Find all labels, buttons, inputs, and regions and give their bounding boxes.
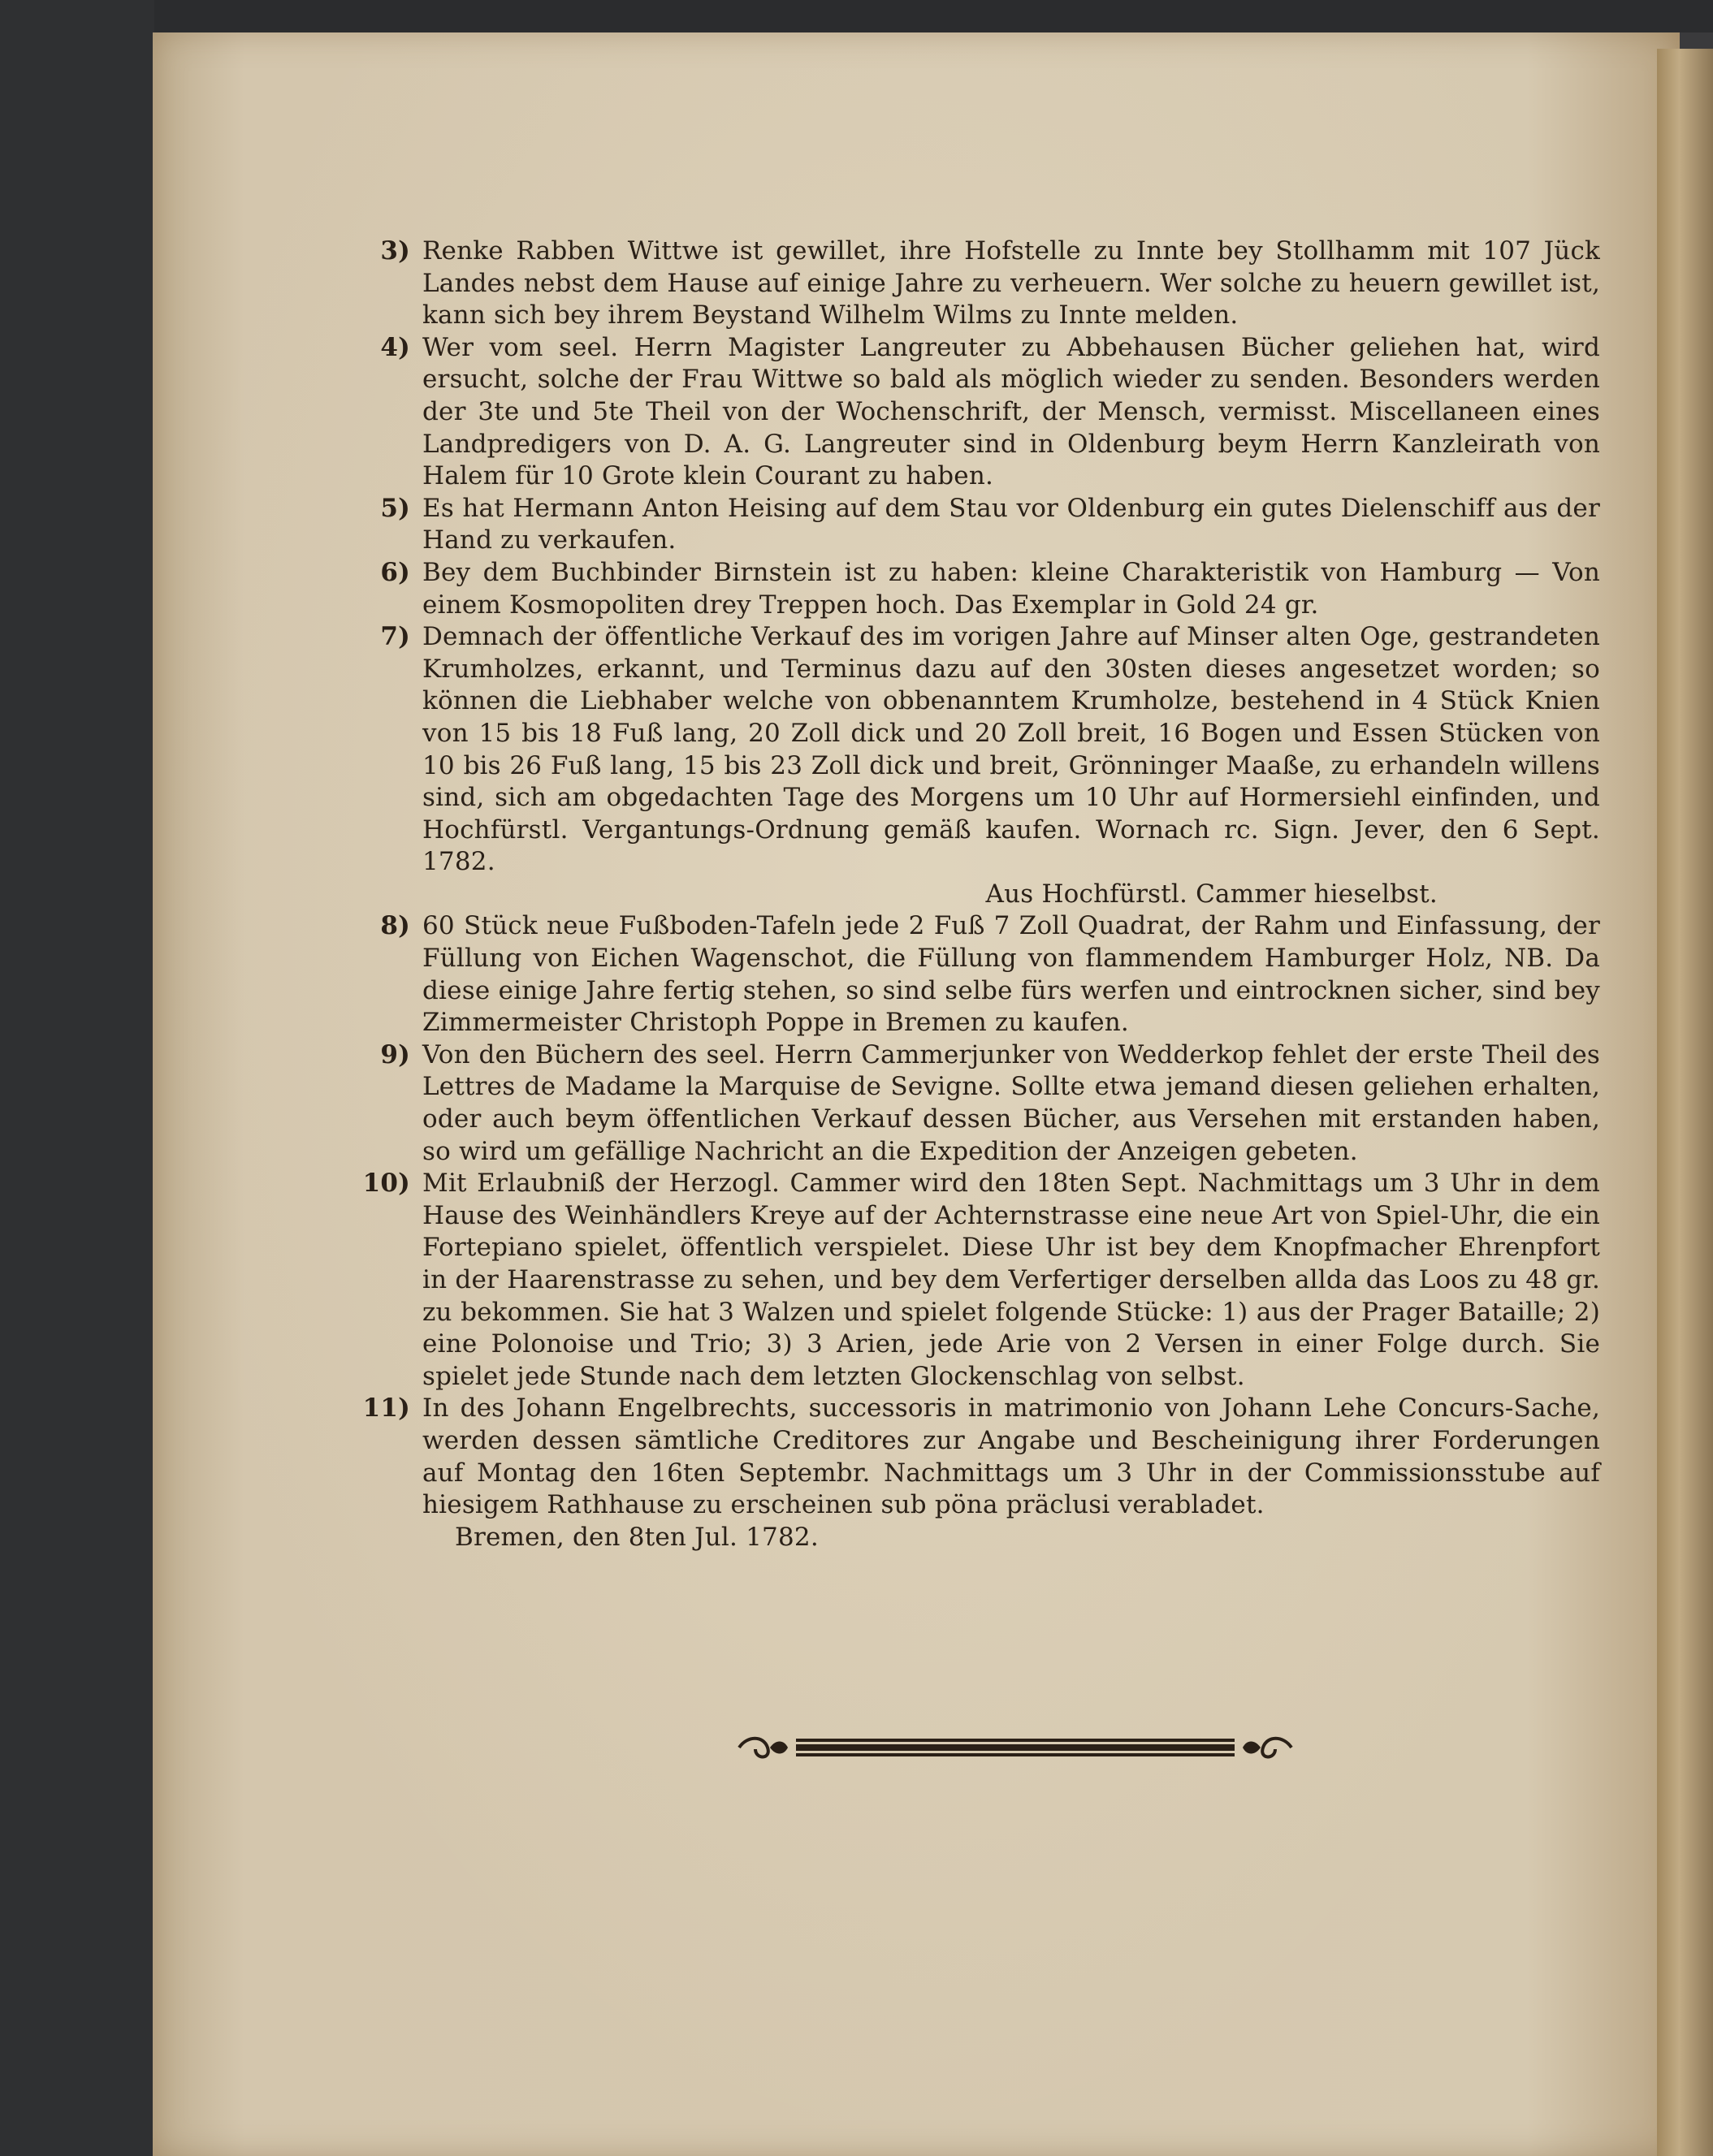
notice-3 — [380, 235, 1600, 332]
notice-number: 11) — [362, 1393, 410, 1424]
notice-number: 5) — [380, 493, 410, 523]
notice-number: 7) — [380, 622, 410, 652]
notice-4 — [380, 332, 1600, 493]
notice-number: 4) — [380, 332, 410, 362]
printers-ornament-rule-icon — [731, 1731, 1300, 1764]
notice-9 — [380, 1039, 1600, 1168]
notice-text: 60 Stück neue Fußboden-Tafeln jede 2 Fuß 7 Zoll Quadrat, der Rahm und Einfassung, der Füllung von Eichen Wagenschot, die Füllung von flammendem Hamburger Holz, NB. Da diese einige Jahre fertig stehen, so sind selbe fürs werfen und eintrocknen sicher, sind bey Zimmermeister Christoph Poppe in Bremen zu kaufen. — [422, 911, 1600, 1038]
facing-page-edge — [1657, 49, 1713, 2156]
notice-text: Renke Rabben Wittwe ist gewillet, ihre Hofstelle zu Innte bey Stollhamm mit 107 Jück Landes nebst dem Hause auf einige Jahre zu verheuern. Wer solche zu heuern gewillet ist, kann sich bey ihrem Beystand Wilhelm Wilms zu Innte melden. — [422, 236, 1600, 331]
notice-number: 10) — [362, 1169, 410, 1199]
notice-signoff: Aus Hochfürstl. Cammer hieselbst. — [985, 879, 1438, 909]
notice-10 — [362, 1168, 1600, 1393]
notice-text: Wer vom seel. Herrn Magister Langreuter zu Abbehausen Bücher geliehen hat, wird ersucht, solche der Frau Wittwe so bald als möglich wieder zu senden. Besonders werden der 3te und 5te Theil von der Wochenschrift, der Mensch, vermisst. Miscellaneen eines Landpredigers von D. A. G. Langreuter sind in Oldenburg beym Herrn Kanzleirath von Halem für 10 Grote klein Courant zu haben. — [422, 332, 1600, 491]
notice-11 — [362, 1393, 1600, 1553]
notice-text: Mit Erlaubniß der Herzogl. Cammer wird den 18ten Sept. Nachmittags um 3 Uhr in dem Hause des Weinhändlers Kreye auf der Achternstrasse eine neue Art von Spiel-Uhr, die ein Fortepiano spielet, öffentlich verspielet. Diese Uhr ist bey dem Knopfmacher Ehrenpfort in der Haarenstrasse zu sehen, und bey dem Verfertiger derselben allda das Loos zu 48 gr. zu bekommen. Sie hat 3 Walzen und spielet folgende Stücke: 1) aus der Prager Bataille; 2) eine Polonoise und Trio; 3) 3 Arien, jede Arie von 2 Versen in einer Folge durch. Sie spielet jede Stunde nach dem letzten Glockenschlag von selbst. — [422, 1169, 1600, 1391]
advertisement-column — [362, 235, 1600, 1553]
scan-background-top — [0, 0, 1713, 32]
notice-8 — [380, 910, 1600, 1039]
notice-number: 6) — [380, 557, 410, 587]
notice-5 — [380, 493, 1600, 557]
notice-text: Bey dem Buchbinder Birnstein ist zu haben: kleine Charakteristik von Hamburg — Von einem Kosmopoliten drey Treppen hoch. Das Exemplar in Gold 24 gr. — [422, 557, 1600, 620]
notice-text: Von den Büchern des seel. Herrn Cammerjunker von Wedderkop fehlet der erste Theil des Lettres de Madame la Marquise de Sevigne. Sollte etwa jemand diesen geliehen erhalten, oder auch beym öffentlichen Verkauf dessen Bücher, aus Versehen mit erstanden haben, so wird um gefällige Nachricht an die Expedition der Anzeigen gebeten. — [422, 1039, 1600, 1166]
notice-number: 9) — [380, 1039, 410, 1069]
notice-text: Demnach der öffentliche Verkauf des im vorigen Jahre auf Minser alten Oge, gestrandeten Krumholzes, erkannt, und Terminus dazu auf den 30sten dieses angesetzet worden; so können die Liebhaber welche von obbenanntem Krumholze, bestehend in 4 Stück Knien von 15 bis 18 Fuß lang, 20 Zoll dick und 20 Zoll breit, 16 Bogen und Essen Stücken von 10 bis 26 Fuß lang, 15 bis 23 Zoll dick und breit, Grönninger Maaße, zu erhandeln willens sind, sich am obgedachten Tage des Morgens um 10 Uhr auf Hormersiehl einfinden, und Hochfürstl. Vergantungs-Ordnung gemäß kaufen. Wornach rc. Sign. Jever, den 6 Sept. 1782. — [422, 622, 1600, 877]
scan-background-left — [0, 0, 154, 2156]
notice-text: Es hat Hermann Anton Heising auf dem Stau vor Oldenburg ein gutes Dielenschiff aus der Hand zu verkaufen. — [422, 493, 1600, 555]
notice-number: 3) — [380, 236, 410, 266]
notice-text: In des Johann Engelbrechts, successoris in matrimonio von Johann Lehe Concurs-Sache, werden dessen sämtliche Creditores zur Angabe und Bescheinigung ihrer Forderungen auf Montag den 16ten Septembr. Nachmittags um 3 Uhr in der Commissionsstube auf hiesigem Rathhause zu erscheinen sub pöna präclusi verabladet. — [422, 1393, 1600, 1520]
notice-6 — [380, 557, 1600, 621]
notice-dateline: Bremen, den 8ten Jul. 1782. — [455, 1522, 819, 1552]
notice-number: 8) — [380, 911, 410, 941]
notice-7 — [380, 621, 1600, 910]
